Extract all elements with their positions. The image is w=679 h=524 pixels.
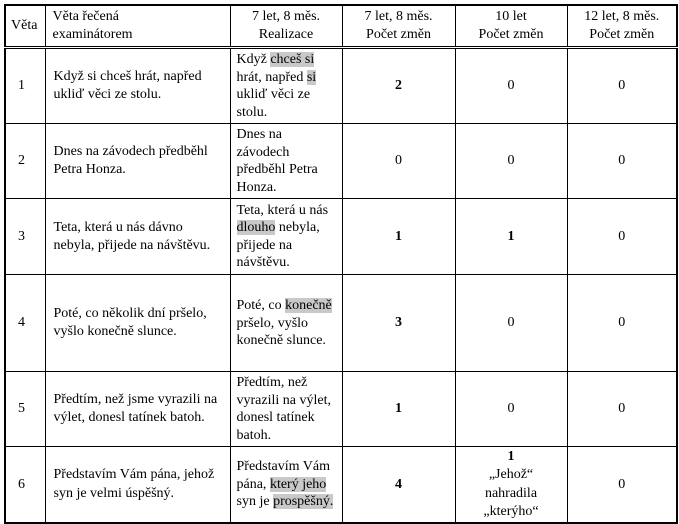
change-note-line: „kterýho“ [483, 503, 539, 519]
highlighted-word: si [306, 69, 317, 85]
cell-sentence-number: 5 [5, 372, 45, 447]
change-count-value: 0 [618, 315, 626, 331]
cell-sentence-number: 1 [5, 48, 45, 124]
cell-examiner-sentence: Představím Vám pána, jehož syn je velmi úspěšný. [45, 447, 230, 523]
change-count-value: 3 [395, 315, 402, 331]
col-header-changes-12y8m [567, 5, 677, 48]
highlighted-word: dlouho [236, 220, 276, 236]
cell-changes-12y8m [567, 372, 677, 447]
cell-changes-10y [455, 275, 567, 372]
cell-changes-7y8m [342, 48, 455, 124]
col-header-changes-10y [455, 5, 567, 48]
col-header-line: 10 let [495, 9, 527, 24]
change-count-value: 0 [507, 78, 515, 94]
cell-changes-12y8m [567, 447, 677, 523]
cell-changes-12y8m [567, 124, 677, 199]
change-note-line: nahradila [484, 485, 538, 501]
text-segment: Teta, která u nás [236, 202, 329, 218]
col-header-line: 7 let, 8 měs. [251, 9, 321, 24]
change-count-value: 1 [395, 401, 402, 417]
change-count-value: 1 [507, 228, 515, 244]
col-header-line: Počet změn [589, 27, 655, 43]
change-note-line: „Jehož“ [488, 467, 534, 483]
cell-changes-7y8m [342, 199, 455, 275]
cell-examiner-sentence: Předtím, než jsme vyrazili na výlet, donesl tatínek batoh. [45, 372, 230, 447]
change-count-value: 0 [618, 78, 626, 94]
change-count-value: 0 [618, 401, 626, 417]
cell-sentence-number: 3 [5, 199, 45, 275]
cell-realization [230, 48, 342, 124]
text-segment: ukliď věci ze stolu. [236, 87, 311, 120]
cell-examiner-sentence: Když si chceš hrát, napřed ukliď věci ze stolu. [45, 48, 230, 124]
cell-changes-10y [455, 372, 567, 447]
table-row [5, 48, 677, 124]
col-header-line: 7 let, 8 měs. [364, 9, 433, 24]
change-count-value: 1 [507, 449, 515, 465]
cell-changes-7y8m [342, 372, 455, 447]
change-count-value: 4 [395, 476, 402, 492]
cell-sentence-number: 2 [5, 124, 45, 199]
col-header-realization [230, 5, 342, 48]
cell-realization [230, 124, 342, 199]
sentence-changes-table [4, 4, 678, 524]
text-segment: Dnes na závodech předběhl Petra Honza. [236, 127, 318, 195]
text-segment: Předtím, než vyrazili na výlet, donesl tatínek batoh. [236, 375, 331, 443]
col-header-line: Počet změn [478, 27, 544, 43]
change-count-value: 2 [395, 78, 402, 94]
cell-changes-10y [455, 447, 567, 523]
cell-sentence-number: 4 [5, 275, 45, 372]
text-segment: Když [236, 52, 271, 68]
text-segment: hrát, napřed [236, 69, 307, 85]
change-count-value: 1 [395, 228, 402, 244]
table-row [5, 199, 677, 275]
col-header-line: Počet změn [366, 27, 431, 43]
col-header-examiner-label: Věta řečená examinátorem [52, 9, 133, 43]
table-row [5, 447, 677, 523]
change-count-value: 0 [507, 401, 515, 417]
cell-changes-10y [455, 124, 567, 199]
text-segment: nebyla, přijede na návštěvu. [236, 220, 320, 271]
text-segment: Představím Vám pána, [236, 459, 330, 492]
highlighted-word: prospěšný. [273, 494, 334, 510]
change-count-value: 0 [618, 476, 626, 492]
cell-changes-7y8m [342, 275, 455, 372]
cell-realization [230, 372, 342, 447]
col-header-examiner [45, 5, 230, 48]
cell-realization [230, 199, 342, 275]
cell-sentence-number: 6 [5, 447, 45, 523]
header-row [5, 5, 677, 48]
cell-examiner-sentence: Dnes na závodech předběhl Petra Honza. [45, 124, 230, 199]
highlighted-word: chceš si [270, 52, 315, 68]
cell-changes-10y [455, 48, 567, 124]
col-header-line: Realizace [258, 27, 314, 43]
table-row [5, 275, 677, 372]
col-header-changes-7y8m [342, 5, 455, 48]
text-segment: Poté, co [236, 298, 286, 314]
cell-changes-7y8m [342, 447, 455, 523]
cell-realization [230, 447, 342, 523]
cell-realization [230, 275, 342, 372]
change-count-value: 0 [507, 315, 515, 331]
change-count-value: 0 [507, 153, 515, 169]
change-count-value: 0 [618, 228, 626, 244]
table-row [5, 124, 677, 199]
cell-examiner-sentence: Teta, která u nás dávno nebyla, přijede na návštěvu. [45, 199, 230, 275]
text-segment: syn je [236, 494, 274, 510]
change-count-value: 0 [618, 153, 626, 169]
text-segment: pršelo, vyšlo konečně slunce. [236, 315, 326, 349]
cell-changes-12y8m [567, 275, 677, 372]
cell-changes-10y [455, 199, 567, 275]
table-row [5, 372, 677, 447]
highlighted-word: který jeho [269, 476, 327, 492]
cell-changes-12y8m [567, 199, 677, 275]
cell-changes-12y8m [567, 48, 677, 124]
cell-examiner-sentence: Poté, co několik dní pršelo, vyšlo konečně slunce. [45, 275, 230, 372]
highlighted-word: konečně [285, 298, 332, 314]
cell-changes-7y8m [342, 124, 455, 199]
col-header-sentence: Věta [5, 5, 45, 48]
col-header-line: 12 let, 8 měs. [584, 9, 660, 24]
change-count-value: 0 [395, 153, 402, 169]
